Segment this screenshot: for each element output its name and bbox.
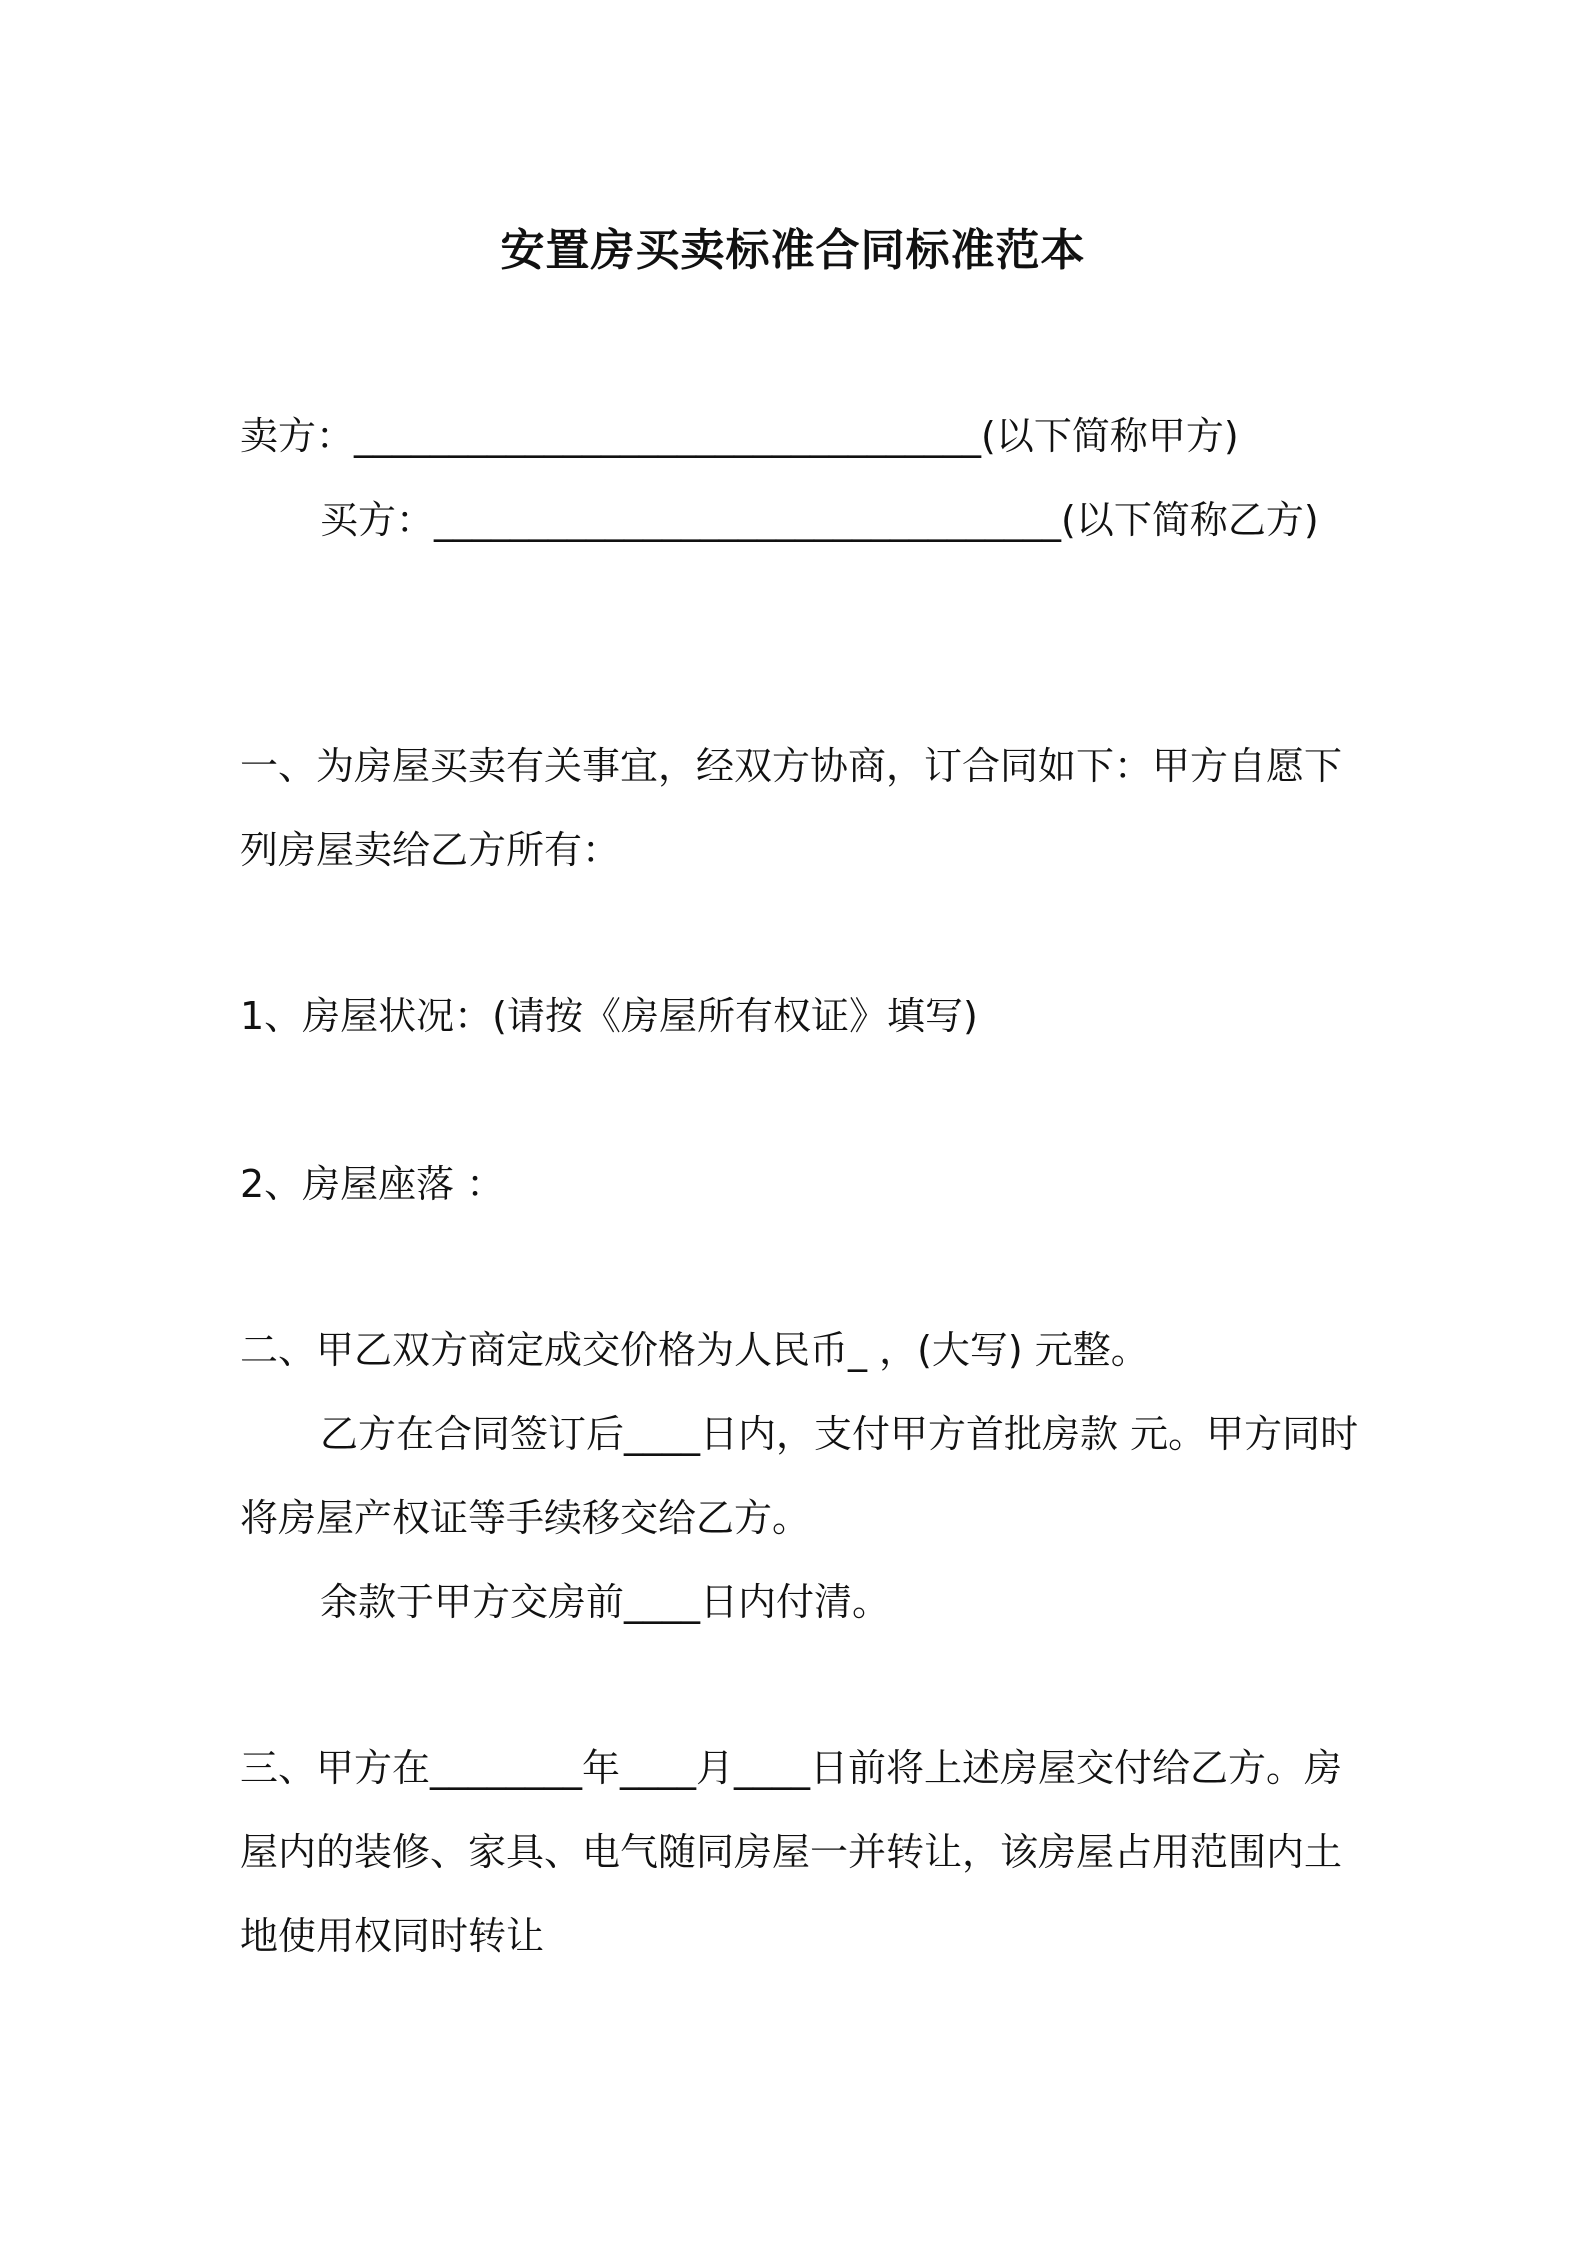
seller-line: 卖方：_________________________________(以下简称甲方) bbox=[240, 414, 1239, 458]
document-title: 安置房买卖标准合同标准范本 bbox=[500, 225, 1086, 276]
section-2-price: 二、甲乙双方商定成交价格为人民币_ ，(大写) 元整。 bbox=[240, 1328, 1149, 1372]
buyer-line: 买方：_________________________________(以下简称乙方) bbox=[320, 498, 1319, 542]
item-1-house-status: 1、房屋状况：(请按《房屋所有权证》填写) bbox=[240, 994, 978, 1038]
section-2-balance: 余款于甲方交房前____日内付清。 bbox=[320, 1580, 891, 1624]
section-1-intro: 一、为房屋买卖有关事宜，经双方协商，订合同如下：甲方自愿下列房屋卖给乙方所有： bbox=[240, 744, 1343, 872]
item-2-house-location: 2、房屋座落 ： bbox=[240, 1162, 505, 1206]
section-3-delivery: 三、甲方在________年____月____日前将上述房屋交付给乙方。房屋内的装修、家具、电气随同房屋一并转让，该房屋占用范围内土地使用权同时转让 bbox=[240, 1746, 1343, 1958]
section-2-first-payment: 乙方在合同签订后____日内，支付甲方首批房款 元。甲方同时将房屋产权证等手续移交给乙方。 bbox=[240, 1412, 1359, 1540]
